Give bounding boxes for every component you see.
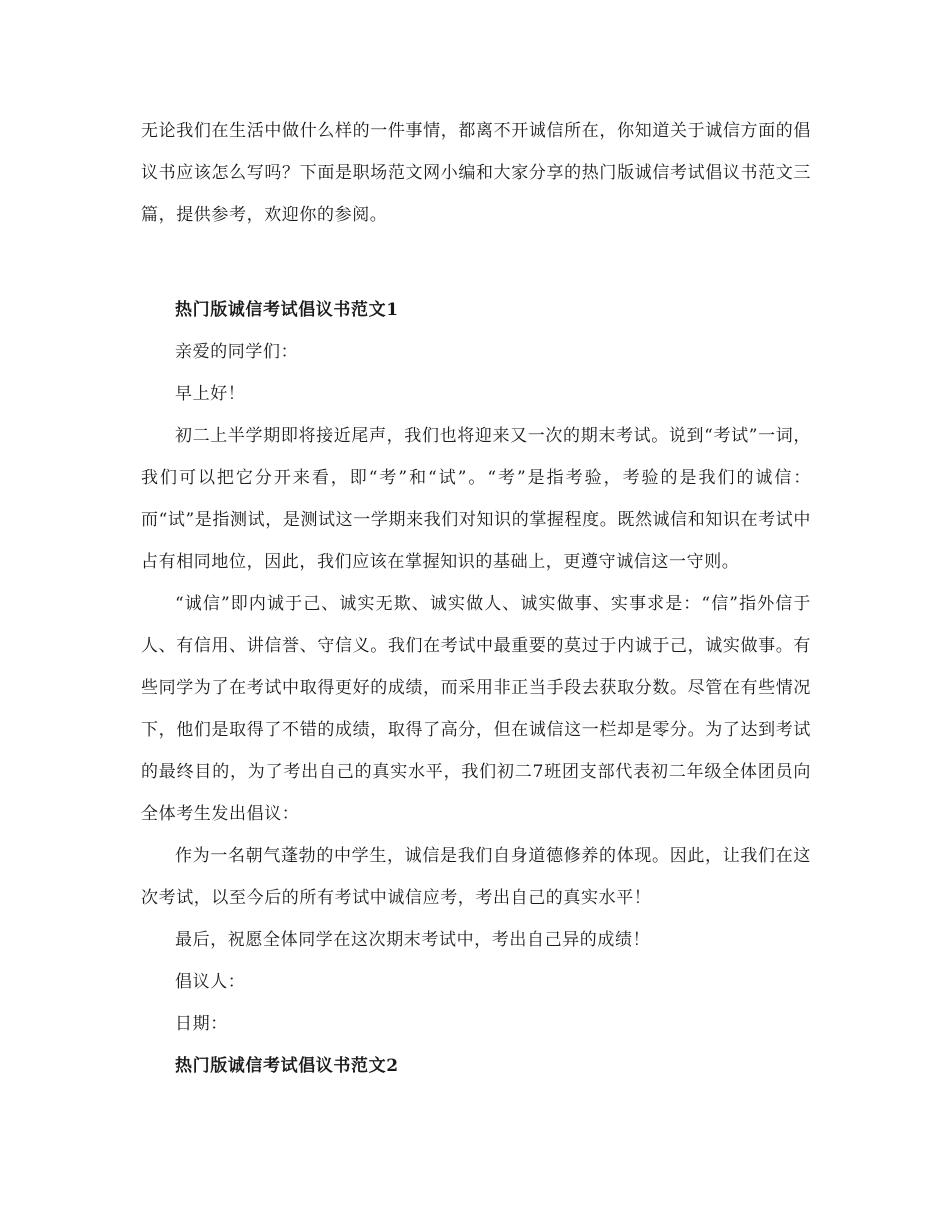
body-paragraph-2: “诚信”即内诚于己、诚实无欺、诚实做人、诚实做事、实事求是：“信”指外信于人、有信用、讲信誉、守信义。我们在考试中最重要的莫过于内诚于己，诚实做事。有些同学为了在考试中取得更好的成绩，而采用非正当手段去获取分数。尽管在有些情况下，他们是取得了不错的成绩，取得了高分，但在诚信这一栏却是零分。为了达到考试的最终目的，为了考出自己的真实水平，我们初二7班团支部代表初二年级全体团员向全体考生发出倡议：: [141, 594, 811, 824]
section-2-title: 热门版诚信考试倡议书范文2: [175, 1056, 399, 1076]
proposer-line: 倡议人：: [175, 972, 246, 992]
greeting: 早上好！: [175, 384, 246, 404]
body-paragraph-4: 最后，祝愿全体同学在这次期末考试中，考出自己异的成绩！: [175, 930, 651, 950]
salutation: 亲爱的同学们：: [175, 342, 299, 362]
document-page: [141, 110, 811, 1087]
section-1-title: 热门版诚信考试倡议书范文1: [175, 300, 399, 320]
date-line: 日期：: [175, 1014, 228, 1034]
intro-paragraph: 无论我们在生活中做什么样的一件事情，都离不开诚信所在，你知道关于诚信方面的倡议书应该怎么写吗？下面是职场范文网小编和大家分享的热门版诚信考试倡议书范文三篇，提供参考，欢迎你的参阅。: [141, 121, 811, 225]
body-paragraph-1: 初二上半学期即将接近尾声，我们也将迎来又一次的期末考试。说到“考试”一词，我们可以把它分开来看，即“考”和“试”。“考”是指考验，考验的是我们的诚信：而“试”是指测试，是测试这一学期来我们对知识的掌握程度。既然诚信和知识在考试中占有相同地位，因此，我们应该在掌握知识的基础上，更遵守诚信这一守则。: [141, 426, 811, 572]
body-paragraph-3: 作为一名朝气蓬勃的中学生，诚信是我们自身道德修养的体现。因此，让我们在这次考试，以至今后的所有考试中诚信应考，考出自己的真实水平！: [141, 846, 811, 908]
